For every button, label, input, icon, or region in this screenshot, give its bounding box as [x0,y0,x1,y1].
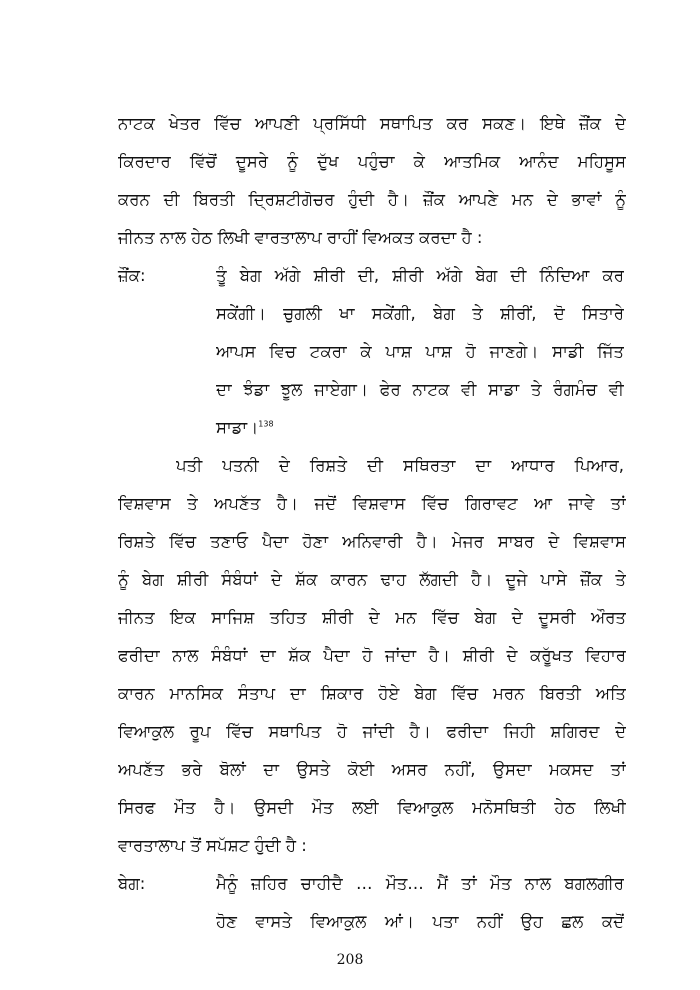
paragraph-2-line-9: ਅਪਣੱਤ ਭਰੇ ਬੋਲਾਂ ਦਾ ਉਸਤੇ ਕੋਈ ਅਸਰ ਨਹੀਂ, ਉਸਦਾ ਮਕਸਦ ਤਾਂ [118,760,626,779]
paragraph-2-line-4: ਨੂੰ ਬੇਗ ਸ਼ੀਰੀ ਸੰਬੰਧਾਂ ਦੇ ਸ਼ੱਕ ਕਾਰਨ ਢਾਹ ਲੱਗਦੀ ਹੈ। ਦੂਜੇ ਪਾਸੇ ਜ਼ੌਂਕ ਤੇ [118,570,626,589]
paragraph-2-line-10: ਸਿਰਫ ਮੌਤ ਹੈ। ਉਸਦੀ ਮੌਤ ਲਈ ਵਿਆਕੁਲ ਮਨੋਸਥਿਤੀ ਹੇਠ ਲਿਖੀ [118,798,626,817]
paragraph-1-line-1: ਨਾਟਕ ਖੇਤਰ ਵਿੱਚ ਆਪਣੀ ਪ੍ਰਸਿੱਧੀ ਸਥਾਪਿਤ ਕਰ ਸਕਣ। ਇਥੇ ਜ਼ੌਂਕ ਦੇ [118,114,626,133]
quote-1-line-1: ਤੂੰ ਬੇਗ ਅੱਗੇ ਸ਼ੀਰੀ ਦੀ, ਸ਼ੀਰੀ ਅੱਗੇ ਬੇਗ ਦੀ ਨਿੰਦਿਆ ਕਰ [216,266,624,285]
footnote-marker: 138 [258,419,274,429]
paragraph-2-line-2: ਵਿਸ਼ਵਾਸ ਤੇ ਅਪਣੱਤ ਹੈ। ਜਦੋਂ ਵਿਸ਼ਵਾਸ ਵਿੱਚ ਗਿਰਾਵਟ ਆ ਜਾਵੇ ਤਾਂ [118,494,626,513]
quote-2-speaker: ਬੇਗ: [118,874,146,893]
paragraph-1-line-3: ਕਰਨ ਦੀ ਬਿਰਤੀ ਦ੍ਰਿਸ਼ਟੀਗੋਚਰ ਹੁੰਦੀ ਹੈ। ਜ਼ੌਂਕ ਆਪਣੇ ਮਨ ਦੇ ਭਾਵਾਂ ਨੂੰ [118,190,626,209]
paragraph-2-line-5: ਜੀਨਤ ਇਕ ਸਾਜਿਸ਼ ਤਹਿਤ ਸ਼ੀਰੀ ਦੇ ਮਨ ਵਿੱਚ ਬੇਗ ਦੇ ਦੂਸਰੀ ਔਰਤ [118,608,626,627]
quote-1-speaker: ਜ਼ੌਂਕ: [118,266,146,285]
quote-1-last-text: ਸਾਡਾ। [216,418,259,437]
paragraph-2-line-11: ਵਾਰਤਾਲਾਪ ਤੋਂ ਸਪੱਸ਼ਟ ਹੁੰਦੀ ਹੈ : [118,836,307,855]
paragraph-2-line-8: ਵਿਆਕੁਲ ਰੂਪ ਵਿੱਚ ਸਥਾਪਿਤ ਹੋ ਜਾਂਦੀ ਹੈ। ਫਰੀਦਾ ਜਿਹੀ ਸ਼ਗਿਰਦ ਦੇ [118,722,626,741]
paragraph-2-line-7: ਕਾਰਨ ਮਾਨਸਿਕ ਸੰਤਾਪ ਦਾ ਸ਼ਿਕਾਰ ਹੋਏ ਬੇਗ ਵਿੱਚ ਮਰਨ ਬਿਰਤੀ ਅਤਿ [118,684,626,703]
paragraph-1-line-2: ਕਿਰਦਾਰ ਵਿੱਚੋਂ ਦੂਸਰੇ ਨੂੰ ਦੁੱਖ ਪਹੁੰਚਾ ਕੇ ਆਤਮਿਕ ਆਨੰਦ ਮਹਿਸੂਸ [118,152,626,171]
quote-2-line-1: ਮੈਨੂੰ ਜ਼ਹਿਰ ਚਾਹੀਦੈ … ਮੌਤ… ਮੈਂ ਤਾਂ ਮੌਤ ਨਾਲ ਬਗਲਗੀਰ [216,874,624,893]
paragraph-2-line-6: ਫਰੀਦਾ ਨਾਲ ਸੰਬੰਧਾਂ ਦਾ ਸ਼ੱਕ ਪੈਦਾ ਹੋ ਜਾਂਦਾ ਹੈ। ਸ਼ੀਰੀ ਦੇ ਕਰੂੱਖਤ ਵਿਹਾਰ [118,646,626,665]
quote-1-line-2: ਸਕੇਂਗੀ। ਚੁਗਲੀ ਖਾ ਸਕੇਂਗੀ, ਬੇਗ ਤੇ ਸ਼ੀਰੀਂ, ਦੋ ਸਿਤਾਰੇ [216,304,624,323]
page-number: 208 [336,952,364,968]
paragraph-2-line-3: ਰਿਸ਼ਤੇ ਵਿੱਚ ਤਣਾਓ ਪੈਦਾ ਹੋਣਾ ਅਨਿਵਾਰੀ ਹੈ। ਮੇਜਰ ਸਾਬਰ ਦੇ ਵਿਸ਼ਵਾਸ [118,532,626,551]
quote-1-last-line [216,418,274,438]
paragraph-2-line-1: ਪਤੀ ਪਤਨੀ ਦੇ ਰਿਸ਼ਤੇ ਦੀ ਸਥਿਰਤਾ ਦਾ ਆਧਾਰ ਪਿਆਰ, [176,456,624,475]
quote-2-line-2: ਹੋਣ ਵਾਸਤੇ ਵਿਆਕੁਲ ਆਂ। ਪਤਾ ਨਹੀਂ ਉਹ ਛਲ ਕਦੋਂ [216,912,624,931]
paragraph-1-line-4: ਜੀਨਤ ਨਾਲ ਹੇਠ ਲਿਖੀ ਵਾਰਤਾਲਾਪ ਰਾਹੀਂ ਵਿਅਕਤ ਕਰਦਾ ਹੈ : [118,228,483,247]
quote-1-line-4: ਦਾ ਝੰਡਾ ਝੂਲ ਜਾਏਗਾ। ਫੇਰ ਨਾਟਕ ਵੀ ਸਾਡਾ ਤੇ ਰੰਗਮੰਚ ਵੀ [216,380,624,399]
quote-1-line-3: ਆਪਸ ਵਿਚ ਟਕਰਾ ਕੇ ਪਾਸ਼ ਪਾਸ਼ ਹੋ ਜਾਣਗੇ। ਸਾਡੀ ਜਿੱਤ [216,342,624,361]
